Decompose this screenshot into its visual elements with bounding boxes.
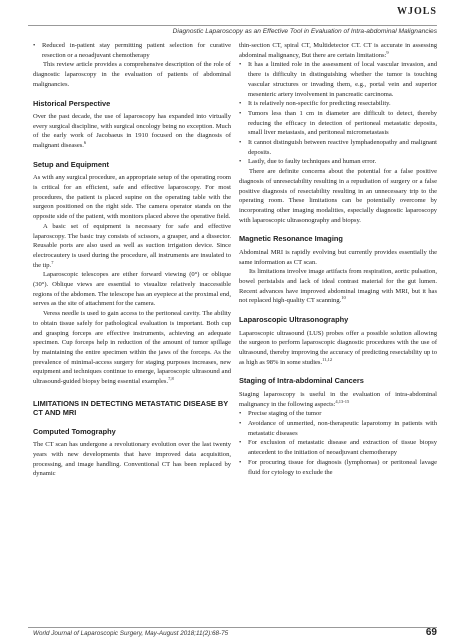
bullet-list (239, 60, 437, 167)
list-item: • For exclusion of metastatic disease and extraction of tissue biopsy antecedent to the initiation of neoadjuvant chemotherapy (239, 438, 437, 457)
paragraph: Abdominal MRI is rapidly evolving but currently provides essentially the same information as CT scan. (239, 248, 437, 266)
paragraph: Its limitations involve image artifacts from respiration, aortic pulsation, bowel peristalsis and lack of ideal contrast material for the gut lumen. Recent advances have improved abdominal imaging with MRI, but it has not replaced high-quality CT scanning.$^{10}$ (239, 268, 437, 305)
list-item: • Precise staging of the tumor (239, 409, 437, 419)
list-item: • It cannot distinguish between reactive lymphadenopathy and malignant deposits. (239, 138, 437, 157)
paragraph: Over the past decade, the use of laparoscopy has expanded into virtually every surgical discipline, with surgical oncology being no exception. Much of the early work of Jacobaeus in 1910 focused on the diagnosis of malignant diseases.$^6$ (33, 113, 231, 150)
section-heading-setup: Setup and Equipment (33, 159, 109, 169)
citation-ref: 6 (83, 139, 87, 145)
citation-ref: 7,8 (168, 375, 174, 381)
citation-ref: 9 (386, 49, 389, 55)
citation-ref: 11,12 (322, 356, 333, 362)
paragraph: The CT scan has undergone a revolutionary evolution over the last twenty years with new developments that have improved data acquisition, processing, and image handling. Conventional CT has been replaced by dynamic (33, 441, 231, 478)
footer-citation: World Journal of Laparoscopic Surgery, May-August 2018;11(2):68-75 (33, 630, 229, 637)
page-number: 69 (425, 627, 437, 638)
paragraph: Laparoscopic telescopes are either forward viewing (0°) or oblique (30°). Oblique views are essential to visualize relatively inaccessible regions of the abdomen. The telescope has an eyepiece at the proximal end, serves as the site of attachment for the camera. (33, 271, 231, 308)
citation-ref: 10 (341, 295, 346, 301)
header-rule (28, 25, 437, 26)
running-title: Diagnostic Laparoscopy as an Effective Tool in Evaluation of Intra-abdominal Malignancies (172, 28, 437, 35)
citation-ref: 4,13-15 (335, 398, 350, 404)
right-column (239, 41, 437, 477)
journal-brand: WJOLS (396, 6, 437, 17)
paragraph: This review article provides a comprehensive description of the role of diagnostic laparoscopy in the evaluation of patients of abdominal malignancies. (33, 61, 231, 88)
citation-ref: 7 (51, 259, 54, 265)
list-item: • Tumors less than 1 cm in diameter are difficult to detect, thereby reducing the efficacy in detection of peritoneal metastatic deposits, small liver metastasis, and peritoneal micrometastasis (239, 109, 437, 138)
section-heading-limitations: LIMITATIONS IN DETECTING METASTATIC DISEASE BY CT AND MRI (33, 398, 229, 418)
list-item: • It has a limited role in the assessment of local vascular invasion, and there is difficulty in distinguishing whether the tumor is touching vascular structures or invading them, e.g., portal vein and superior mesenteric artery involvement in pancreatic carcinoma. (239, 60, 437, 99)
section-heading-history: Historical Perspective (33, 98, 111, 108)
left-column (33, 41, 231, 479)
list-item: • Avoidance of unmerited, non-therapeutic laparotomy in patients with metastatic diseases (239, 419, 437, 438)
list-item: • It is relatively non-specific for predicting resectability. (239, 99, 437, 109)
footer-rule (28, 627, 437, 628)
paragraph: A basic set of equipment is necessary for safe and effective laparoscopy. The basic tray consists of scissors, a grasper, and a dissector. Reusable ports are also used as well as suction irrigation device. Since electrocautery is used during the procedure, all instruments are insulated to the tip.$^7$ (33, 222, 231, 269)
bullet-list (33, 41, 231, 60)
paragraph: There are definite concerns about the potential for a false positive diagnosis of unresectability resulting in a repudiation of surgery or a false positive diagnosis of resectability resulting in an unnecessary trip to the operating room. These limitations can be potentially overcome by incorporating other imaging modalities, especially diagnostic laparoscopy with laparoscopic ultrasonography and biopsy. (239, 168, 437, 224)
list-item: • Lastly, due to faulty techniques and human error. (239, 157, 437, 167)
list-item: • For procuring tissue for diagnosis (lymphomas) or peritoneal lavage fluid for cytology to exclude the (239, 458, 437, 477)
subsection-heading-ct: Computed Tomography (33, 426, 116, 436)
paragraph: As with any surgical procedure, an appropriate setup of the operating room is critical for an efficient, safe and effective laparoscopy. For most procedures, the patient is placed supine on the operating table with the surgeon positioned on the right side. The camera operator stands on the opposite side of the patient, with monitors placed above the operative field. (33, 174, 231, 221)
paragraph: thin-section CT, spiral CT, Multidetector CT. CT is accurate in assessing abdominal malignancy, But there are certain limitations:$^9$ (239, 42, 437, 59)
section-heading-staging: Staging of Intra-abdominal Cancers (239, 376, 364, 386)
paragraph: Veress needle is used to gain access to the peritoneal cavity. The ability to obtain tissue safely for pathological evaluation is important. Both cup and grasping forceps are effective instruments, achieving an adequate specimen. Cup forceps help in reduction of the amount of tumor spillage by maintaining the entire specimen within the jaws of the forceps. As the prevalence of minimal-access surgery for staging purposes increases, new equipment and techniques continue to emerge, laparoscopic ultrasound and ultrasound-guided biopsy being essential examples.$^{7,8}$ (33, 310, 231, 386)
paragraph: Staging laparoscopy is useful in the evaluation of intra-abdominal malignancy in the following aspects:$^{4,13-15}$ (239, 390, 437, 408)
list-item: • Reduced in-patient stay permitting patient selection for curative resection or a neoadjuvant chemotherapy (33, 41, 231, 60)
bullet-list (239, 409, 437, 477)
section-heading-mri: Magnetic Resonance Imaging (239, 234, 343, 244)
section-heading-lus: Laparoscopic Ultrasonography (239, 315, 349, 325)
paragraph: Laparoscopic ultrasound (LUS) probes offer a possible solution allowing the surgeon to perform laparoscopic diagnostic procedures with the use of ultrasound, thereby improving the accuracy of predicting resectability up to as high as 98% in some studies.$^{11,12}$ (239, 329, 437, 366)
